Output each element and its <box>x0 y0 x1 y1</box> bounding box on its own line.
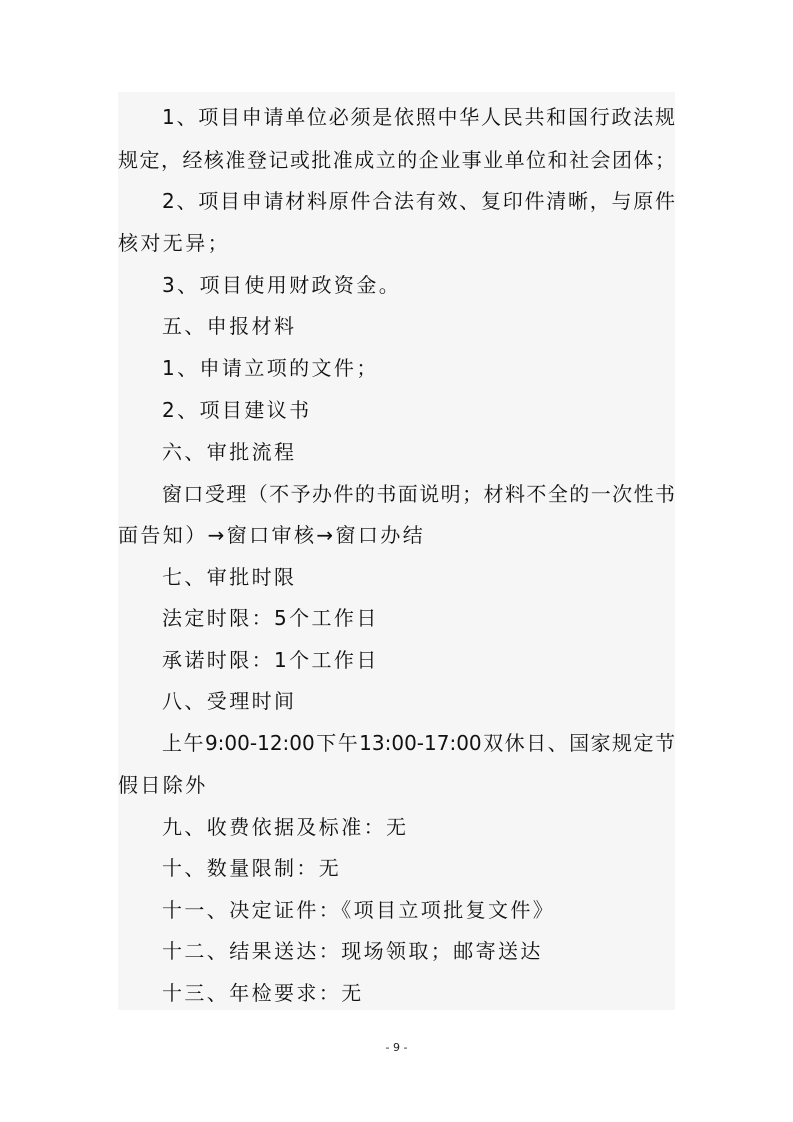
section-heading: 五、申报材料 <box>162 314 297 338</box>
section-heading: 十三、年检要求：无 <box>162 981 364 1005</box>
section-heading: 十二、结果送达：现场领取；邮寄送达 <box>162 939 543 963</box>
paragraph-line: 承诺时限：1个工作日 <box>162 648 379 672</box>
paragraph-line: 2、项目建议书 <box>162 398 312 422</box>
paragraph-line: 核对无异； <box>118 231 230 255</box>
paragraph-line: 窗口受理（不予办件的书面说明；材料不全的一次性书 <box>162 482 675 506</box>
paragraph-line: 规定，经核准登记或批准成立的企业事业单位和社会团体； <box>118 148 675 172</box>
section-heading: 八、受理时间 <box>162 689 297 713</box>
paragraph-line: 假日除外 <box>118 773 208 797</box>
page-number: - 9 - <box>385 1041 408 1054</box>
paragraph-line: 上午9:00-12:00下午13:00-17:00双休日、国家规定节 <box>162 731 675 755</box>
section-heading: 七、审批时限 <box>162 565 297 589</box>
paragraph-line: 2、项目申请材料原件合法有效、复印件清晰，与原件 <box>162 189 675 213</box>
paragraph-line: 法定时限：5个工作日 <box>162 606 379 630</box>
section-heading: 十、数量限制：无 <box>162 856 342 880</box>
section-heading: 十一、决定证件：《项目立项批复文件》 <box>162 898 556 922</box>
paragraph-line: 1、申请立项的文件； <box>162 356 379 380</box>
section-heading: 九、收费依据及标准：无 <box>162 815 409 839</box>
paragraph-line: 1、项目申请单位必须是依照中华人民共和国行政法规 <box>162 105 675 129</box>
paragraph-line: 面告知）→窗口审核→窗口办结 <box>118 523 426 547</box>
section-heading: 六、审批流程 <box>162 440 297 464</box>
paragraph-line: 3、项目使用财政资金。 <box>162 273 402 297</box>
